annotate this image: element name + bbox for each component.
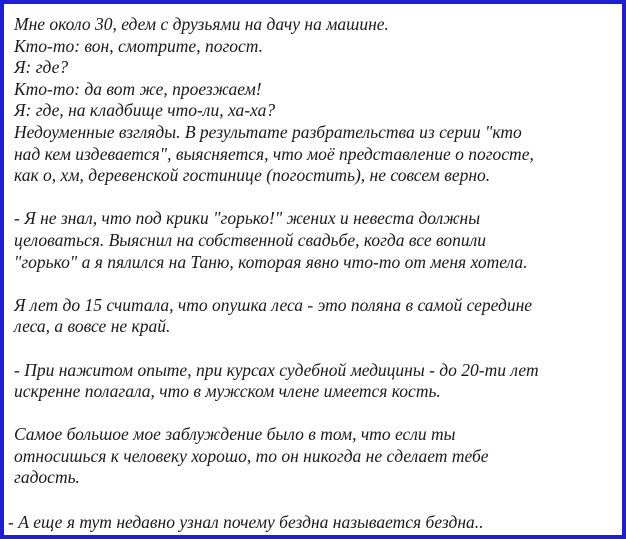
text-line: гадость. <box>14 467 80 488</box>
text-line: Кто-то: вон, смотрите, погост. <box>14 35 264 56</box>
paragraph-gap <box>14 403 622 425</box>
story-wedding <box>14 208 622 273</box>
text-line: Я: где? <box>14 57 69 78</box>
text-line: над кем издевается", выясняется, что моё представление о погосте, <box>14 143 534 164</box>
text-line: Кто-то: да вот же, проезжаем! <box>14 78 262 99</box>
text-line: Мне около 30, едем с друзьями на дачу на машине. <box>14 14 389 34</box>
paragraph-gap <box>14 273 622 295</box>
text-line: Самое большое мое заблуждение было в том, что если ты <box>14 424 456 445</box>
story-misconception <box>14 424 622 489</box>
text-line: - При нажитом опыте, при курсах судебной медицины - до 20-ти лет <box>14 359 539 380</box>
text-line: целоваться. Выяснил на собственной свадьбе, когда все вопили <box>14 229 486 250</box>
paragraph-gap <box>14 187 622 209</box>
paragraph-gap <box>14 338 622 360</box>
text-line: Недоуменные взгляды. В результате разбрательства из серии "кто <box>14 121 522 142</box>
text-line: искренне полагала, что в мужском члене имеется кость. <box>14 381 441 402</box>
story-abyss: - А еще я тут недавно узнал почему бездна называется бездна.. <box>8 512 484 532</box>
text-line: "горько" а я пялился на Таню, которая явно что-то от меня хотела. <box>14 251 528 272</box>
text-line: леса, а вовсе не край. <box>14 316 171 337</box>
text-line: Я: где, на кладбище что-ли, ха-ха? <box>14 100 276 121</box>
text-line: как о, хм, деревенской гостинице (погостить), не совсем верно. <box>14 165 491 186</box>
story-medicine <box>14 360 622 403</box>
text-line: относишься к человеку хорошо, то он никогда не сделает тебе <box>14 445 489 466</box>
story-forest <box>14 295 622 338</box>
story-dacha <box>14 14 622 187</box>
text-line: Я лет до 15 считала, что опушка леса - это поляна в самой середине <box>14 294 533 315</box>
document-text <box>14 14 622 489</box>
text-line: - Я не знал, что под крики "горько!" жених и невеста должны <box>14 208 481 229</box>
